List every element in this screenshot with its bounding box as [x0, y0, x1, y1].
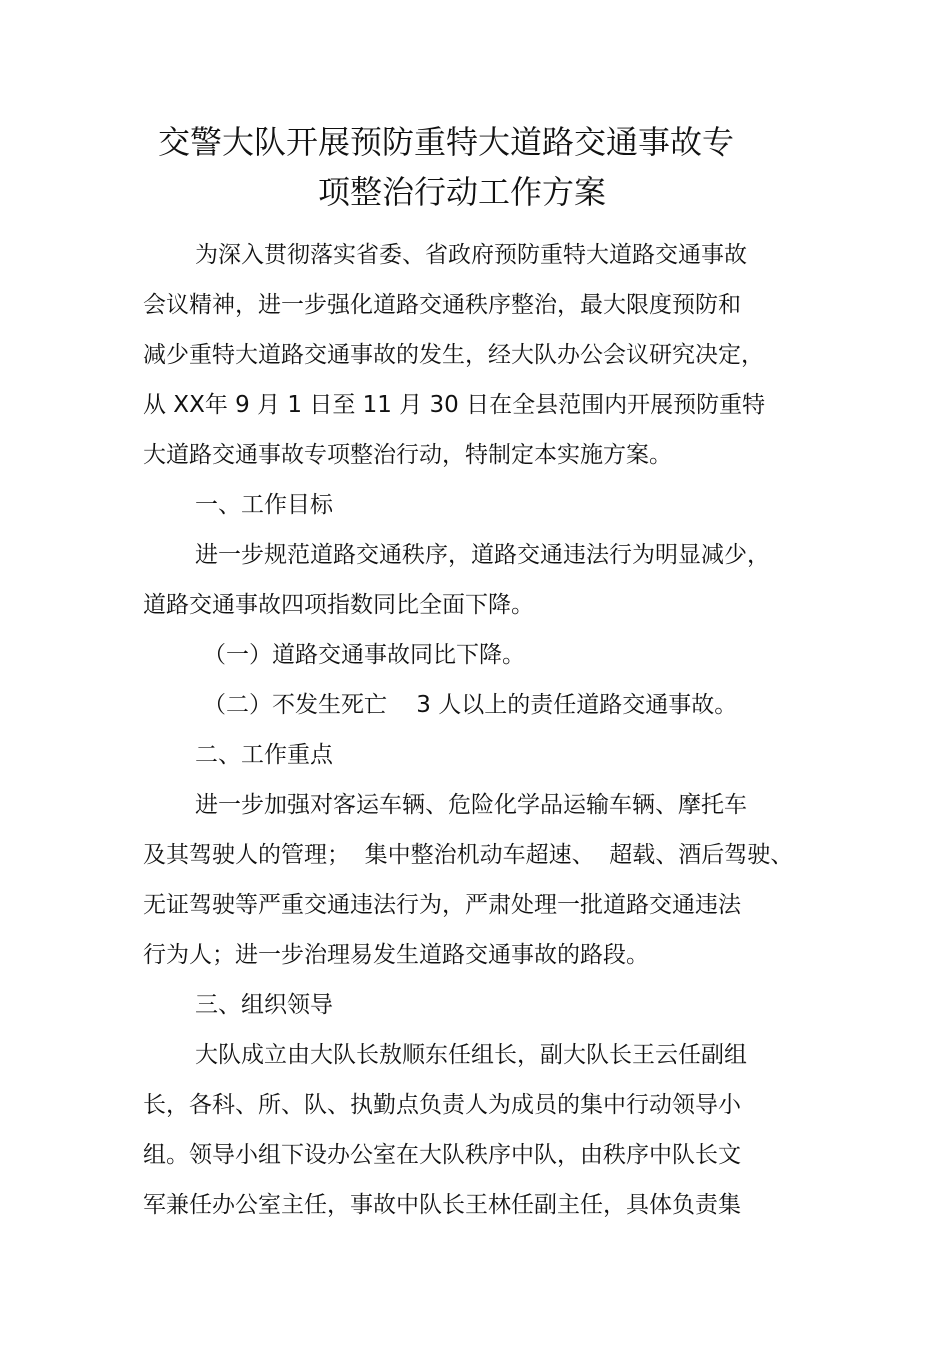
body-line-14: 组。领导小组下设办公室在大队秩序中队，由秩序中队长文	[143, 1142, 741, 1168]
body-line-12: 大队成立由大队长敖顺东任组长，副大队长王云任副组	[195, 1042, 747, 1068]
body-line-9: 及其驾驶人的管理； 集中整治机动车超速、 超载、酒后驾驶、	[143, 842, 794, 868]
section-heading-2: 二、工作重点	[195, 742, 333, 768]
body-line-8: 进一步加强对客运车辆、危险化学品运输车辆、摩托车	[195, 792, 747, 818]
list-item-1: （一）道路交通事故同比下降。	[203, 642, 525, 668]
body-line-15: 军兼任办公室主任，事故中队长王林任副主任，具体负责集	[143, 1192, 741, 1218]
body-line-5: 大道路交通事故专项整治行动，特制定本实施方案。	[143, 442, 672, 468]
section-heading-3: 三、组织领导	[195, 992, 333, 1018]
body-line-13: 长，各科、所、队、执勤点负责人为成员的集中行动领导小	[143, 1092, 741, 1118]
body-line-3: 减少重特大道路交通事故的发生，经大队办公会议研究决定，	[143, 342, 764, 368]
body-line-11: 行为人；进一步治理易发生道路交通事故的路段。	[143, 942, 649, 968]
document-title-line-2: 项整治行动工作方案	[318, 173, 607, 211]
document-title-line-1: 交警大队开展预防重特大道路交通事故专	[158, 123, 735, 161]
body-line-1: 为深入贯彻落实省委、省政府预防重特大道路交通事故	[195, 242, 747, 268]
body-line-7: 道路交通事故四项指数同比全面下降。	[143, 592, 534, 618]
section-heading-1: 一、工作目标	[195, 492, 333, 518]
body-line-10: 无证驾驶等严重交通违法行为，严肃处理一批道路交通违法	[143, 892, 741, 918]
list-item-2: （二）不发生死亡 3 人以上的责任道路交通事故。	[203, 692, 738, 718]
body-line-6: 进一步规范道路交通秩序，道路交通违法行为明显减少，	[195, 542, 770, 568]
body-line-2: 会议精神，进一步强化道路交通秩序整治，最大限度预防和	[143, 292, 741, 318]
body-line-4: 从 XX年 9 月 1 日至 11 月 30 日在全县范围内开展预防重特	[143, 392, 766, 418]
